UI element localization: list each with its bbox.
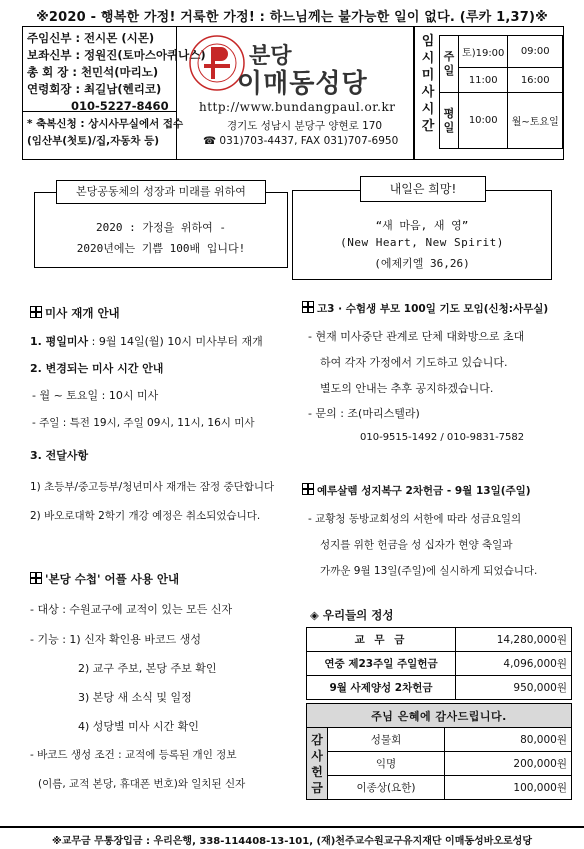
collection-heading	[302, 483, 531, 498]
mass-item3-head: 3. 전달사항	[30, 449, 89, 462]
offering-amount: 14,280,000원	[456, 628, 572, 652]
collection-line: - 교황청 동방교회성의 서한에 따라 성금요일의	[308, 513, 522, 525]
mass-item3-a: 1) 초등부/중고등부/청년미사 재개는 잠정 중단합니다	[30, 481, 275, 493]
staff-president: 총 회 장 : 천민석(마리노)	[27, 65, 159, 79]
motto-right-line3: (에제키엘 36,26)	[374, 257, 470, 270]
church-address: 경기도 성남시 분당구 양현로 170	[227, 120, 383, 132]
motto-left-title: 본당공동체의 성장과 미래를 위하여	[56, 180, 266, 204]
schedule-cell: 09:00	[508, 36, 563, 68]
header-box	[22, 26, 564, 160]
mass-item2-a: - 월 ~ 토요일 : 10시 미사	[32, 389, 159, 402]
motto-right-line1: “새 마음, 새 영”	[375, 219, 469, 232]
app-heading	[30, 571, 179, 587]
motto-right-line2: (New Heart, New Spirit)	[340, 236, 504, 249]
thanks-amount: 200,000원	[445, 752, 572, 776]
prayer-line: - 현재 미사중단 관계로 단체 대화방으로 초대	[308, 330, 525, 343]
staff-panel	[23, 27, 206, 159]
section-mark-icon	[302, 483, 314, 495]
app-line: - 기능 : 1) 신자 확인용 바코드 생성	[30, 633, 201, 646]
schedule-cell: 16:00	[508, 68, 563, 93]
staff-phone: 010-5227-8460	[71, 99, 169, 113]
collection-title: 예루살렘 성지복구 2차헌금 - 9월 13일(주일)	[317, 485, 531, 497]
mass-resume-title: 미사 재개 안내	[45, 306, 120, 320]
footer-bank-info: ※교무금 무통장입금 : 우리은행, 338-114408-13-101, (재)천주교수원교구유지재단 이매동성바오로성당	[52, 836, 532, 847]
thanks-table	[306, 703, 572, 800]
motto-box-right	[292, 190, 552, 280]
mass-item1-head: 1. 평일미사	[30, 335, 89, 348]
schedule-cell: 월~토요일	[508, 93, 563, 149]
collection-line: 성지를 위한 헌금을 성 십자가 현양 축일과	[320, 539, 513, 551]
schedule-table	[439, 35, 563, 149]
prayer-line: 별도의 안내는 추후 공지하겠습니다.	[320, 382, 494, 395]
mass-schedule	[413, 27, 565, 159]
offering-heading: ◈ 우리들의 정성	[310, 608, 394, 622]
mass-item1	[30, 333, 263, 349]
staff-pastor: 주임신부 : 전시몬 (시몬)	[27, 31, 155, 45]
schedule-side-label: 임시미사시간	[421, 34, 435, 134]
schedule-weekday-label: 평일	[440, 93, 459, 149]
blessing-note	[23, 111, 184, 159]
section-mark-icon	[302, 301, 314, 313]
prayer-line: 010-9515-1492 / 010-9831-7582	[360, 432, 525, 443]
offering-label: 교 무 금	[307, 628, 456, 652]
schedule-sunday-label: 주일	[440, 36, 459, 93]
offering-label: 연중 제23주일 주일헌금	[307, 652, 456, 676]
thanks-donor: 이종상(요한)	[328, 776, 445, 800]
mass-item2-b: - 주일 : 특전 19시, 주일 09시, 11시, 16시 미사	[32, 417, 255, 429]
prayer-heading	[302, 301, 548, 316]
app-title: '본당 수첩' 어플 사용 안내	[45, 572, 180, 586]
thanks-side-label: 감사헌금	[307, 728, 328, 800]
thanks-donor: 성물회	[328, 728, 445, 752]
app-line: 3) 본당 새 소식 및 일정	[78, 691, 192, 704]
motto-left-line2: 2020년에는 기쁨 100배 입니다!	[76, 242, 246, 255]
schedule-cell: 11:00	[459, 68, 508, 93]
prayer-line: 하여 각자 가정에서 기도하고 있습니다.	[320, 356, 508, 369]
app-line: (이름, 교적 본당, 휴대폰 번호)와 일치된 신자	[38, 778, 246, 790]
offering-label: 9월 사제양성 2차헌금	[307, 676, 456, 700]
app-line: 2) 교구 주보, 본당 주보 확인	[78, 662, 217, 675]
motto-right-title: 내일은 희망!	[360, 176, 486, 202]
church-name-line2: 이매동성당	[237, 69, 368, 99]
blessing-note-line1: * 축복신청 : 상시사무실에서 접수	[27, 118, 184, 130]
collection-line: 가까운 9월 13일(주일)에 실시하게 되었습니다.	[320, 565, 538, 577]
banner-verse: ※2020 - 행복한 가정! 거룩한 가정! : 하느님께는 불가능한 일이 없다. (루카 1,37)※	[36, 10, 548, 25]
thanks-amount: 100,000원	[445, 776, 572, 800]
offering-amount: 950,000원	[456, 676, 572, 700]
footer-divider	[0, 826, 584, 828]
church-identity	[177, 27, 413, 159]
thanks-amount: 80,000원	[445, 728, 572, 752]
church-contact: ☎ 031)703-4437, FAX 031)707-6950	[203, 135, 399, 147]
mass-item1-text: : 9월 14일(월) 10시 미사부터 재개	[91, 335, 263, 348]
church-url[interactable]: http://www.bundangpaul.or.kr	[199, 100, 396, 114]
app-line: - 대상 : 수원교구에 교적이 있는 모든 신자	[30, 603, 233, 616]
section-mark-icon	[30, 306, 42, 318]
app-line: - 바코드 생성 조건 : 교적에 등록된 개인 정보	[30, 749, 237, 761]
mass-resume-heading	[30, 305, 120, 321]
offering-table	[306, 627, 572, 700]
section-mark-icon	[30, 572, 42, 584]
mass-item3-b: 2) 바오로대학 2학기 개강 예정은 취소되었습니다.	[30, 510, 261, 522]
app-line: 4) 성당별 미사 시간 확인	[78, 720, 199, 733]
staff-assistant: 보좌신부 : 정원진(토마스아퀴나스)	[27, 48, 206, 62]
church-name-line1: 분당	[249, 44, 292, 69]
mass-item2-head: 2. 변경되는 미사 시간 안내	[30, 362, 164, 375]
offering-amount: 4,096,000원	[456, 652, 572, 676]
schedule-cell: 토)19:00	[459, 36, 508, 68]
motto-left-line1: 2020 : 가정을 위하여 -	[96, 221, 226, 234]
schedule-cell: 10:00	[459, 93, 508, 149]
prayer-line: - 문의 : 조(마리스텔라)	[308, 407, 420, 420]
staff-funeral-head: 연령회장 : 최길남(헨리코)	[27, 82, 162, 96]
thanks-donor: 익명	[328, 752, 445, 776]
thanks-heading: 주님 은혜에 감사드립니다.	[307, 704, 572, 728]
prayer-title: 고3 · 수험생 부모 100일 기도 모임(신청:사무실)	[317, 303, 549, 315]
blessing-note-line2: (임산부(첫토)/집,자동차 등)	[27, 135, 160, 147]
